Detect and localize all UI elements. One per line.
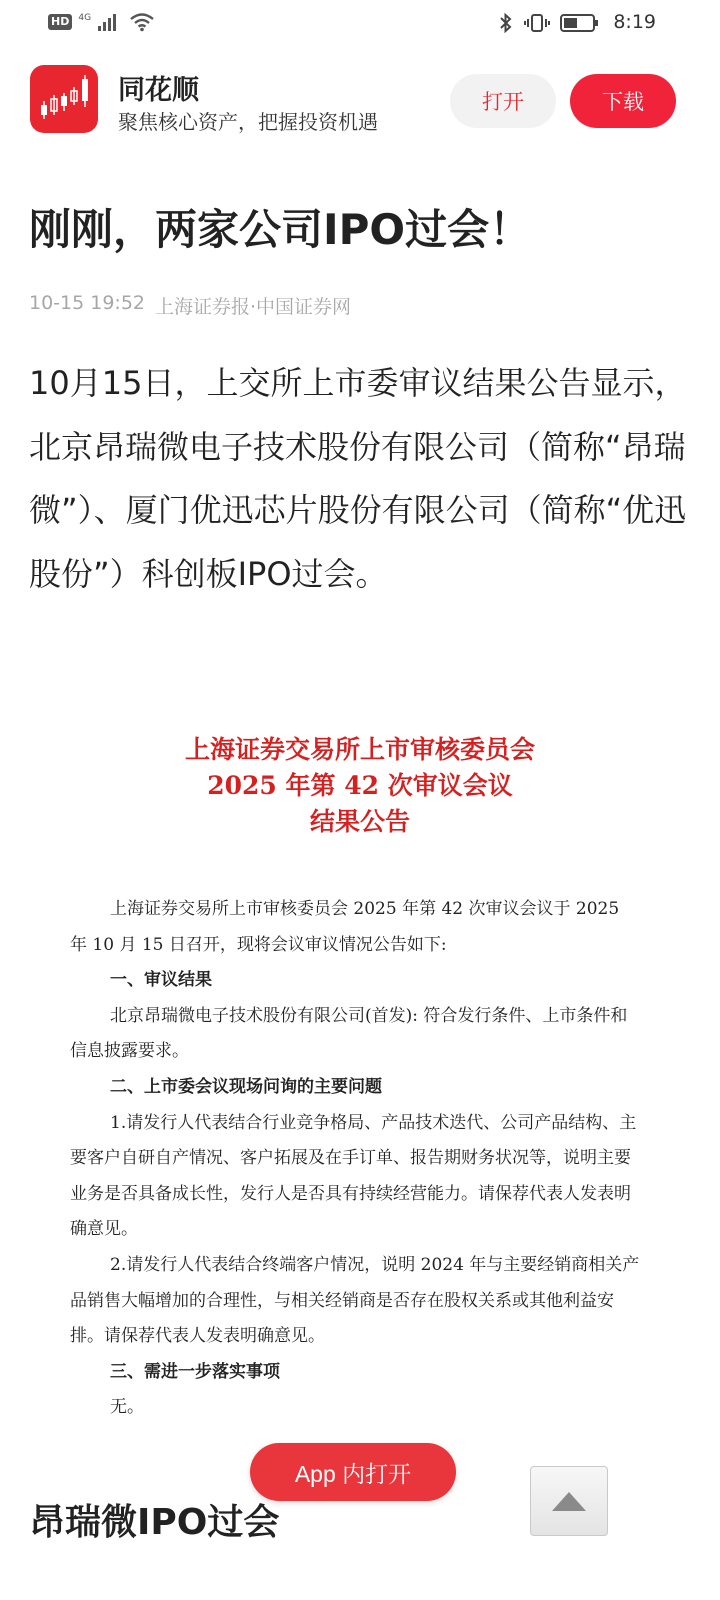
triangle-up-icon	[549, 1489, 589, 1513]
open-in-app-button[interactable]: App 内打开	[250, 1443, 456, 1501]
scroll-to-top-button[interactable]	[530, 1466, 608, 1536]
notice-body	[70, 892, 640, 1426]
notice-section3-title: 三、需进一步落实事项	[110, 1361, 280, 1382]
notice-intro: 上海证券交易所上市审核委员会 2025 年第 42 次审议会议于 2025 年 10 月 15 日召开，现将会议审议情况公告如下:	[70, 899, 620, 955]
notice-heading-line3: 结果公告	[309, 807, 410, 836]
notice-section3-text: 无。	[110, 1397, 144, 1418]
article-date: 10-15 19:52	[29, 292, 146, 314]
article-lead-paragraph: 10月15日，上交所上市委审议结果公告显示，北京昂瑞微电子技术股份有限公司（简称“昂瑞微”）、厦门优迅芯片股份有限公司（简称“优迅股份”）科创板IPO过会。	[29, 364, 687, 593]
notice-question2: 2.请发行人代表结合终端客户情况，说明 2024 年与主要经销商相关产品销售大幅增加的合理性，与相关经销商是否存在股权关系或其他利益安排。请保荐代表人发表明确意见。	[70, 1254, 640, 1347]
article-source: 上海证券报·中国证券网	[155, 296, 352, 318]
signal-icon	[97, 12, 123, 32]
notice-section2-title: 二、上市委会议现场问询的主要问题	[110, 1076, 382, 1097]
hd-badge: HD	[48, 14, 72, 30]
wifi-icon	[129, 12, 155, 32]
notice-section1-title: 一、审议结果	[110, 970, 212, 991]
article-meta	[29, 292, 351, 319]
bluetooth-icon	[498, 12, 514, 34]
download-app-button[interactable]: 下载	[570, 74, 676, 128]
vibrate-icon	[524, 12, 550, 34]
app-logo[interactable]	[30, 65, 98, 133]
app-banner	[0, 54, 720, 150]
status-right-icons	[498, 12, 600, 34]
notice-document-image	[60, 732, 660, 1432]
status-left	[48, 12, 155, 32]
app-name: 同花顺	[118, 75, 199, 106]
battery-icon	[560, 13, 600, 33]
article-title: 刚刚，两家公司IPO过会！	[29, 205, 532, 254]
notice-heading-line1: 上海证券交易所上市审核委员会	[184, 735, 535, 764]
candlestick-logo-icon	[30, 65, 98, 133]
status-bar	[0, 0, 720, 48]
open-app-button[interactable]: 打开	[450, 74, 556, 128]
app-slogan: 聚焦核心资产，把握投资机遇	[118, 110, 378, 134]
notice-question1: 1.请发行人代表结合行业竞争格局、产品技术迭代、公司产品结构、主要客户自研自产情况、客户拓展及在手订单、报告期财务状况等，说明主要业务是否具备成长性，发行人是否具有持续经营能力。请保荐代表人发表明确意见。	[70, 1112, 637, 1240]
network-type: 4G	[78, 13, 92, 23]
section-subheading: 昂瑞微IPO过会	[29, 1502, 280, 1543]
notice-heading-line2: 2025 年第 42 次审议会议	[207, 771, 513, 800]
clock: 8:19	[613, 11, 656, 33]
notice-section1-text: 北京昂瑞微电子技术股份有限公司(首发): 符合发行条件、上市条件和信息披露要求。	[70, 1005, 628, 1062]
